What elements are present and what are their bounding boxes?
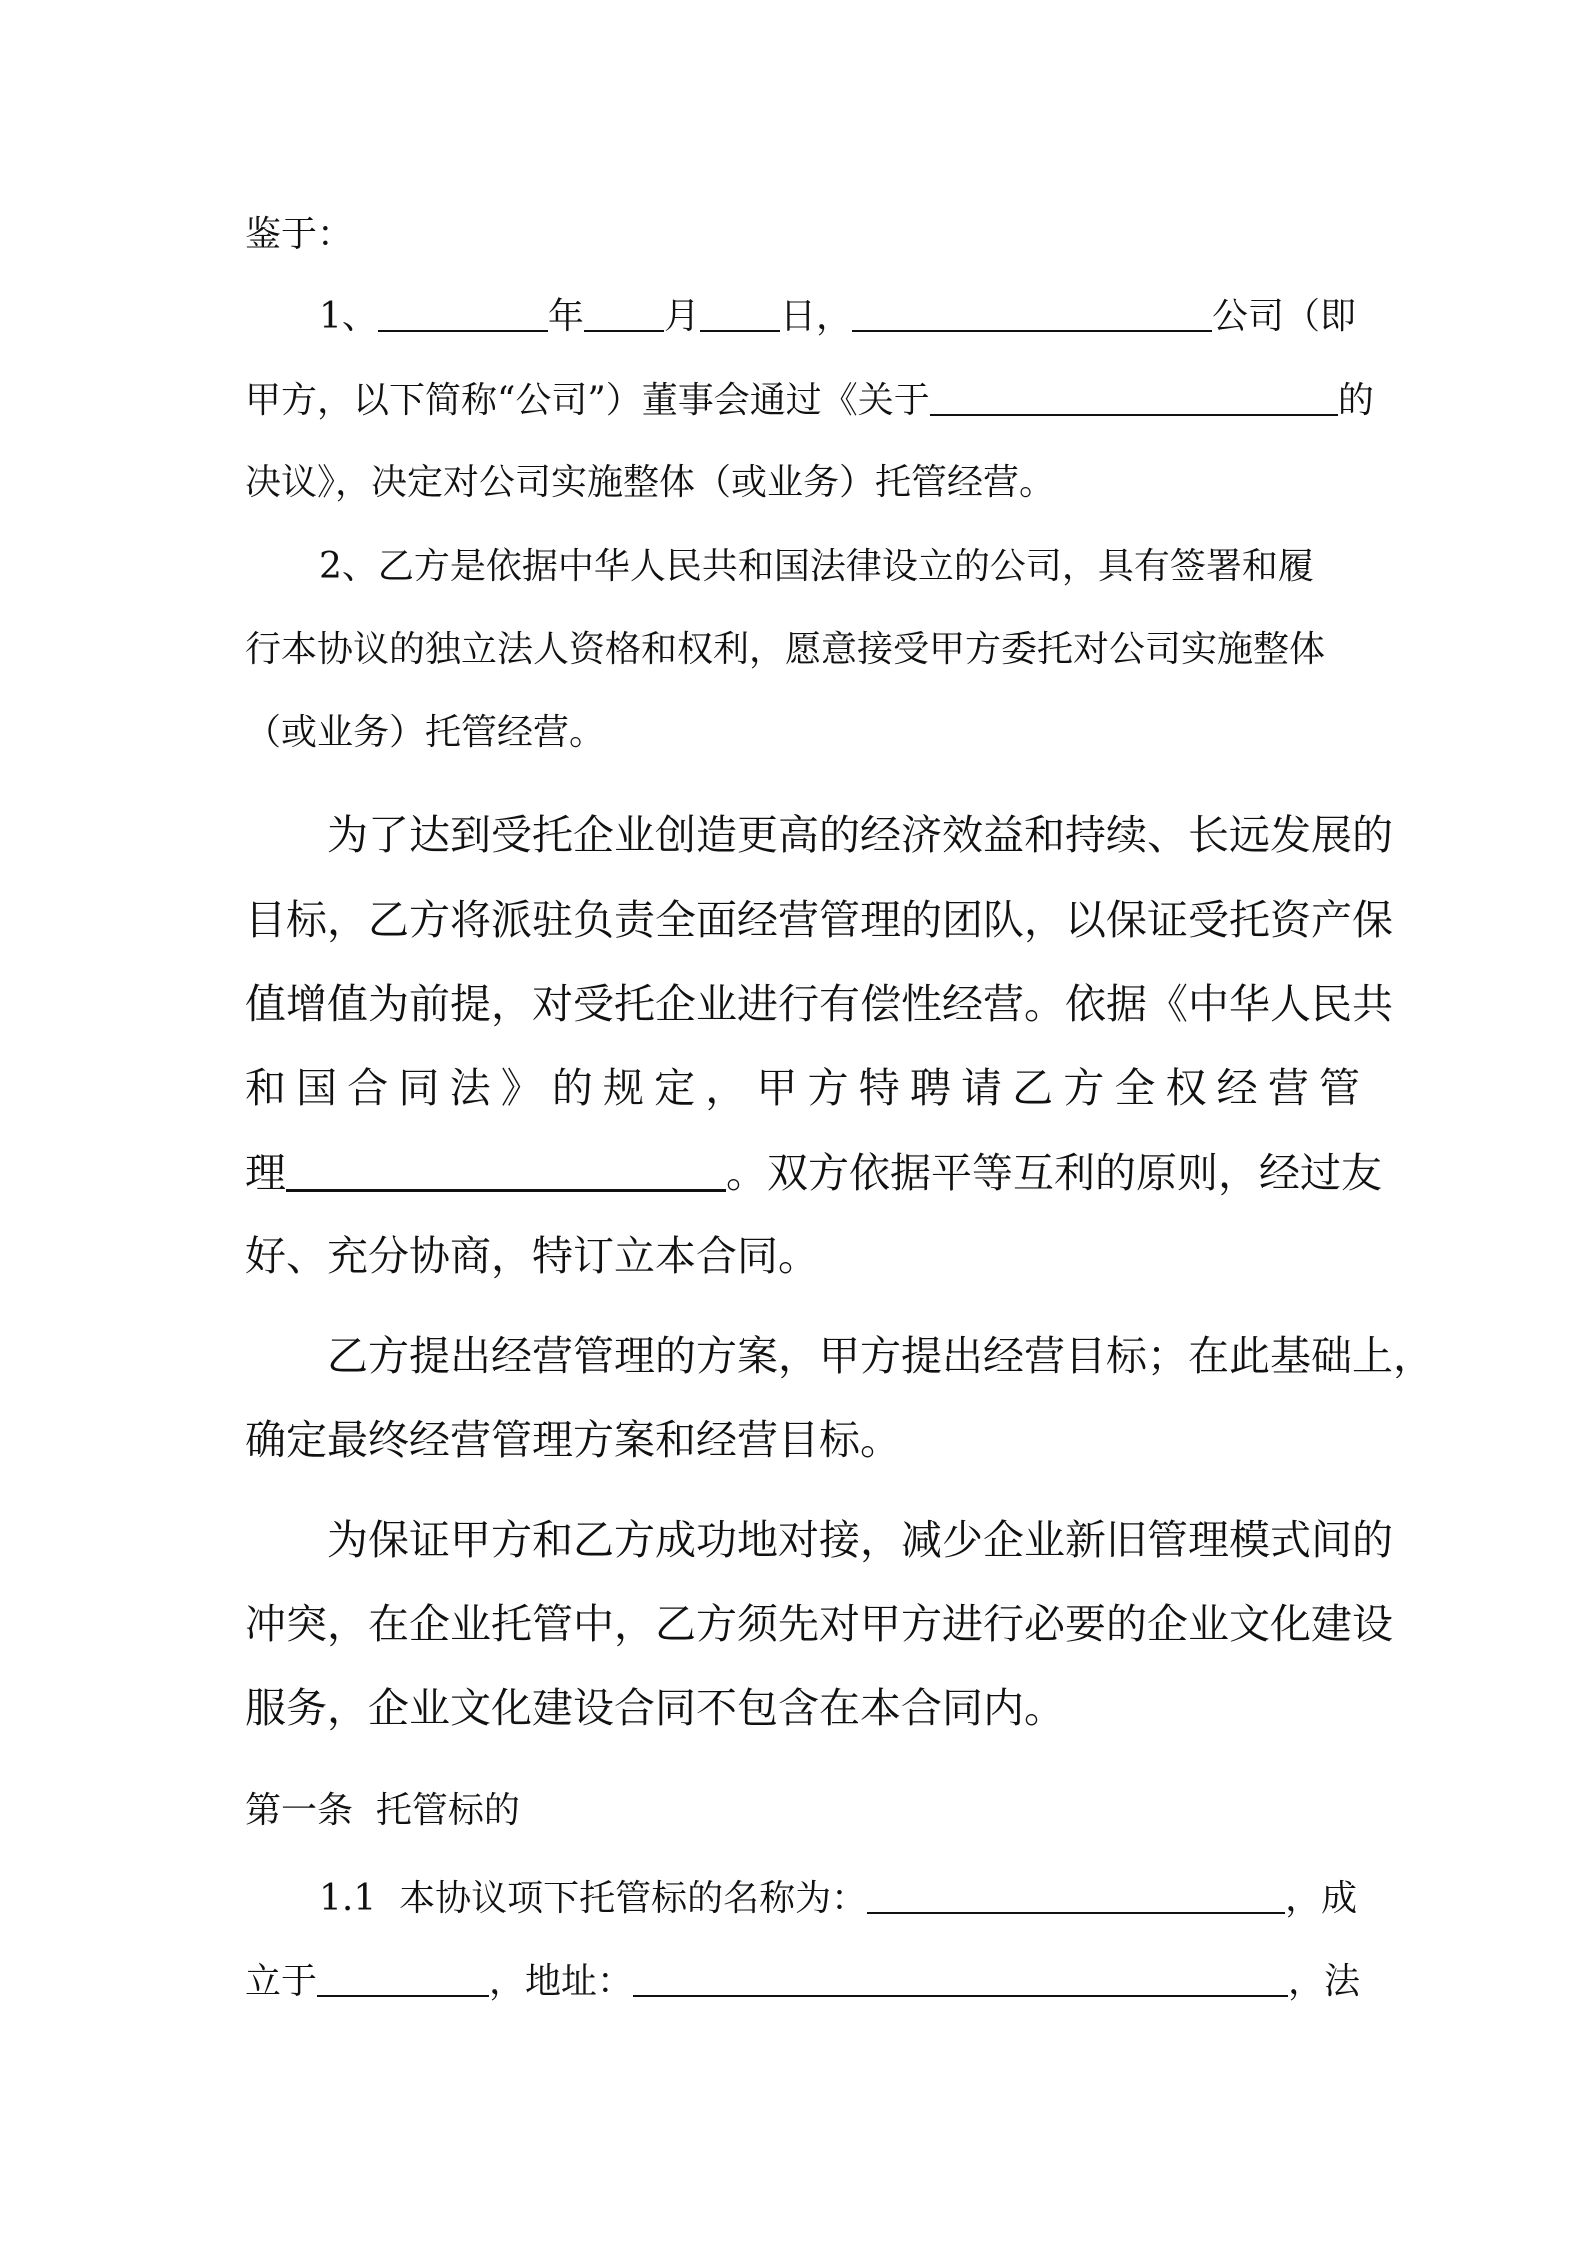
para1-line4-char: 同 bbox=[398, 1064, 440, 1112]
day-label: 日， bbox=[779, 296, 852, 338]
para1-line4-char: 和 bbox=[245, 1064, 286, 1112]
para1-line4-char: 规 bbox=[602, 1064, 644, 1112]
para1-line4-char: 营 bbox=[1267, 1064, 1309, 1112]
para1-line1: 为了达到受托企业创造更高的经济效益和持续、长远发展的 bbox=[327, 811, 1393, 859]
para1-line2: 目标，乙方将派驻负责全面经营管理的团队，以保证受托资产保 bbox=[245, 896, 1393, 944]
para3-line1: 为保证甲方和乙方成功地对接，减少企业新旧管理模式间的 bbox=[327, 1516, 1393, 1564]
para1-line4-char: 合 bbox=[347, 1064, 389, 1112]
para1-line4-char: 法 bbox=[449, 1064, 491, 1112]
para1-line4-char: 权 bbox=[1165, 1064, 1207, 1112]
para1-line4-char: 国 bbox=[296, 1064, 338, 1112]
article1-line2-mid: ，地址： bbox=[489, 1961, 634, 2003]
clause-1-1-prefix: 1.1 本协议项下托管标的名称为： bbox=[319, 1878, 868, 1920]
preamble-item1-line2 bbox=[245, 380, 1374, 422]
article1-line2-suffix: ，法 bbox=[1288, 1961, 1361, 2003]
preamble-item1-line3: 决议》，决定对公司实施整体（或业务）托管经营。 bbox=[245, 462, 1056, 503]
preamble-heading: 鉴于： bbox=[245, 214, 354, 255]
article1-clause-1-1 bbox=[245, 1878, 1360, 1920]
para1-line6: 好、充分协商，特订立本合同。 bbox=[245, 1232, 819, 1280]
entrusted-name-blank[interactable] bbox=[867, 1880, 1285, 1914]
address-blank[interactable] bbox=[633, 1963, 1288, 1997]
para1-line4-char: 聘 bbox=[909, 1064, 951, 1112]
clause-1-1-suffix: ，成 bbox=[1285, 1878, 1358, 1920]
resolution-name-blank[interactable] bbox=[930, 382, 1338, 416]
item1-line2-suffix: 的 bbox=[1337, 380, 1374, 422]
para3-line3: 服务，企业文化建设合同不包含在本合同内。 bbox=[245, 1684, 1065, 1732]
para1-line4-char: 经 bbox=[1216, 1064, 1258, 1112]
item1-line2-prefix: 甲方，以下简称“公司”）董事会通过《关于 bbox=[245, 380, 930, 422]
para1-line5-prefix: 理 bbox=[245, 1148, 286, 1197]
preamble-item2-line3: （或业务）托管经营。 bbox=[245, 712, 606, 753]
day-blank[interactable] bbox=[700, 298, 780, 332]
para3-line2: 冲突，在企业托管中，乙方须先对甲方进行必要的企业文化建设 bbox=[245, 1600, 1393, 1648]
company-name-blank[interactable] bbox=[852, 298, 1212, 332]
para2-line1: 乙方提出经营管理的方案，甲方提出经营目标；在此基础上， bbox=[327, 1332, 1434, 1380]
para1-line4-char: ， bbox=[705, 1064, 747, 1112]
para1-line4-char: 请 bbox=[960, 1064, 1002, 1112]
para1-line4 bbox=[245, 1064, 1360, 1112]
para1-line4-char: 特 bbox=[858, 1064, 900, 1112]
company-suffix: 公司（即 bbox=[1211, 296, 1356, 338]
month-blank[interactable] bbox=[584, 298, 664, 332]
year-label: 年 bbox=[547, 296, 584, 338]
para2-line2: 确定最终经营管理方案和经营目标。 bbox=[245, 1416, 901, 1464]
para1-line5 bbox=[245, 1148, 1382, 1197]
item1-prefix: 1、 bbox=[319, 296, 378, 338]
preamble-item1-line1 bbox=[245, 296, 1360, 338]
para1-line4-char: 》 bbox=[500, 1064, 542, 1112]
year-blank[interactable] bbox=[378, 298, 548, 332]
managed-object-blank[interactable] bbox=[286, 1152, 726, 1192]
article1-line2 bbox=[245, 1961, 1361, 2003]
para1-line4-char: 方 bbox=[1063, 1064, 1105, 1112]
article1-line2-prefix: 立于 bbox=[245, 1961, 318, 2003]
preamble-item2-line1: 2、乙方是依据中华人民共和国法律设立的公司，具有签署和履 bbox=[319, 546, 1314, 587]
preamble-item2-line2: 行本协议的独立法人资格和权利，愿意接受甲方委托对公司实施整体 bbox=[245, 629, 1326, 670]
establish-date-blank[interactable] bbox=[317, 1963, 489, 1997]
para1-line4-char: 定 bbox=[654, 1064, 696, 1112]
article1-title: 第一条 托管标的 bbox=[245, 1790, 520, 1831]
para1-line5-suffix: 。双方依据平等互利的原则，经过友 bbox=[726, 1148, 1382, 1197]
para1-line4-char: 方 bbox=[807, 1064, 849, 1112]
month-label: 月 bbox=[663, 296, 700, 338]
para1-line4-char: 甲 bbox=[756, 1064, 798, 1112]
para1-line4-char: 的 bbox=[551, 1064, 593, 1112]
para1-line4-char: 全 bbox=[1114, 1064, 1156, 1112]
para1-line3: 值增值为前提，对受托企业进行有偿性经营。依据《中华人民共 bbox=[245, 980, 1393, 1028]
para1-line4-char: 管 bbox=[1318, 1064, 1360, 1112]
para1-line4-char: 乙 bbox=[1012, 1064, 1054, 1112]
